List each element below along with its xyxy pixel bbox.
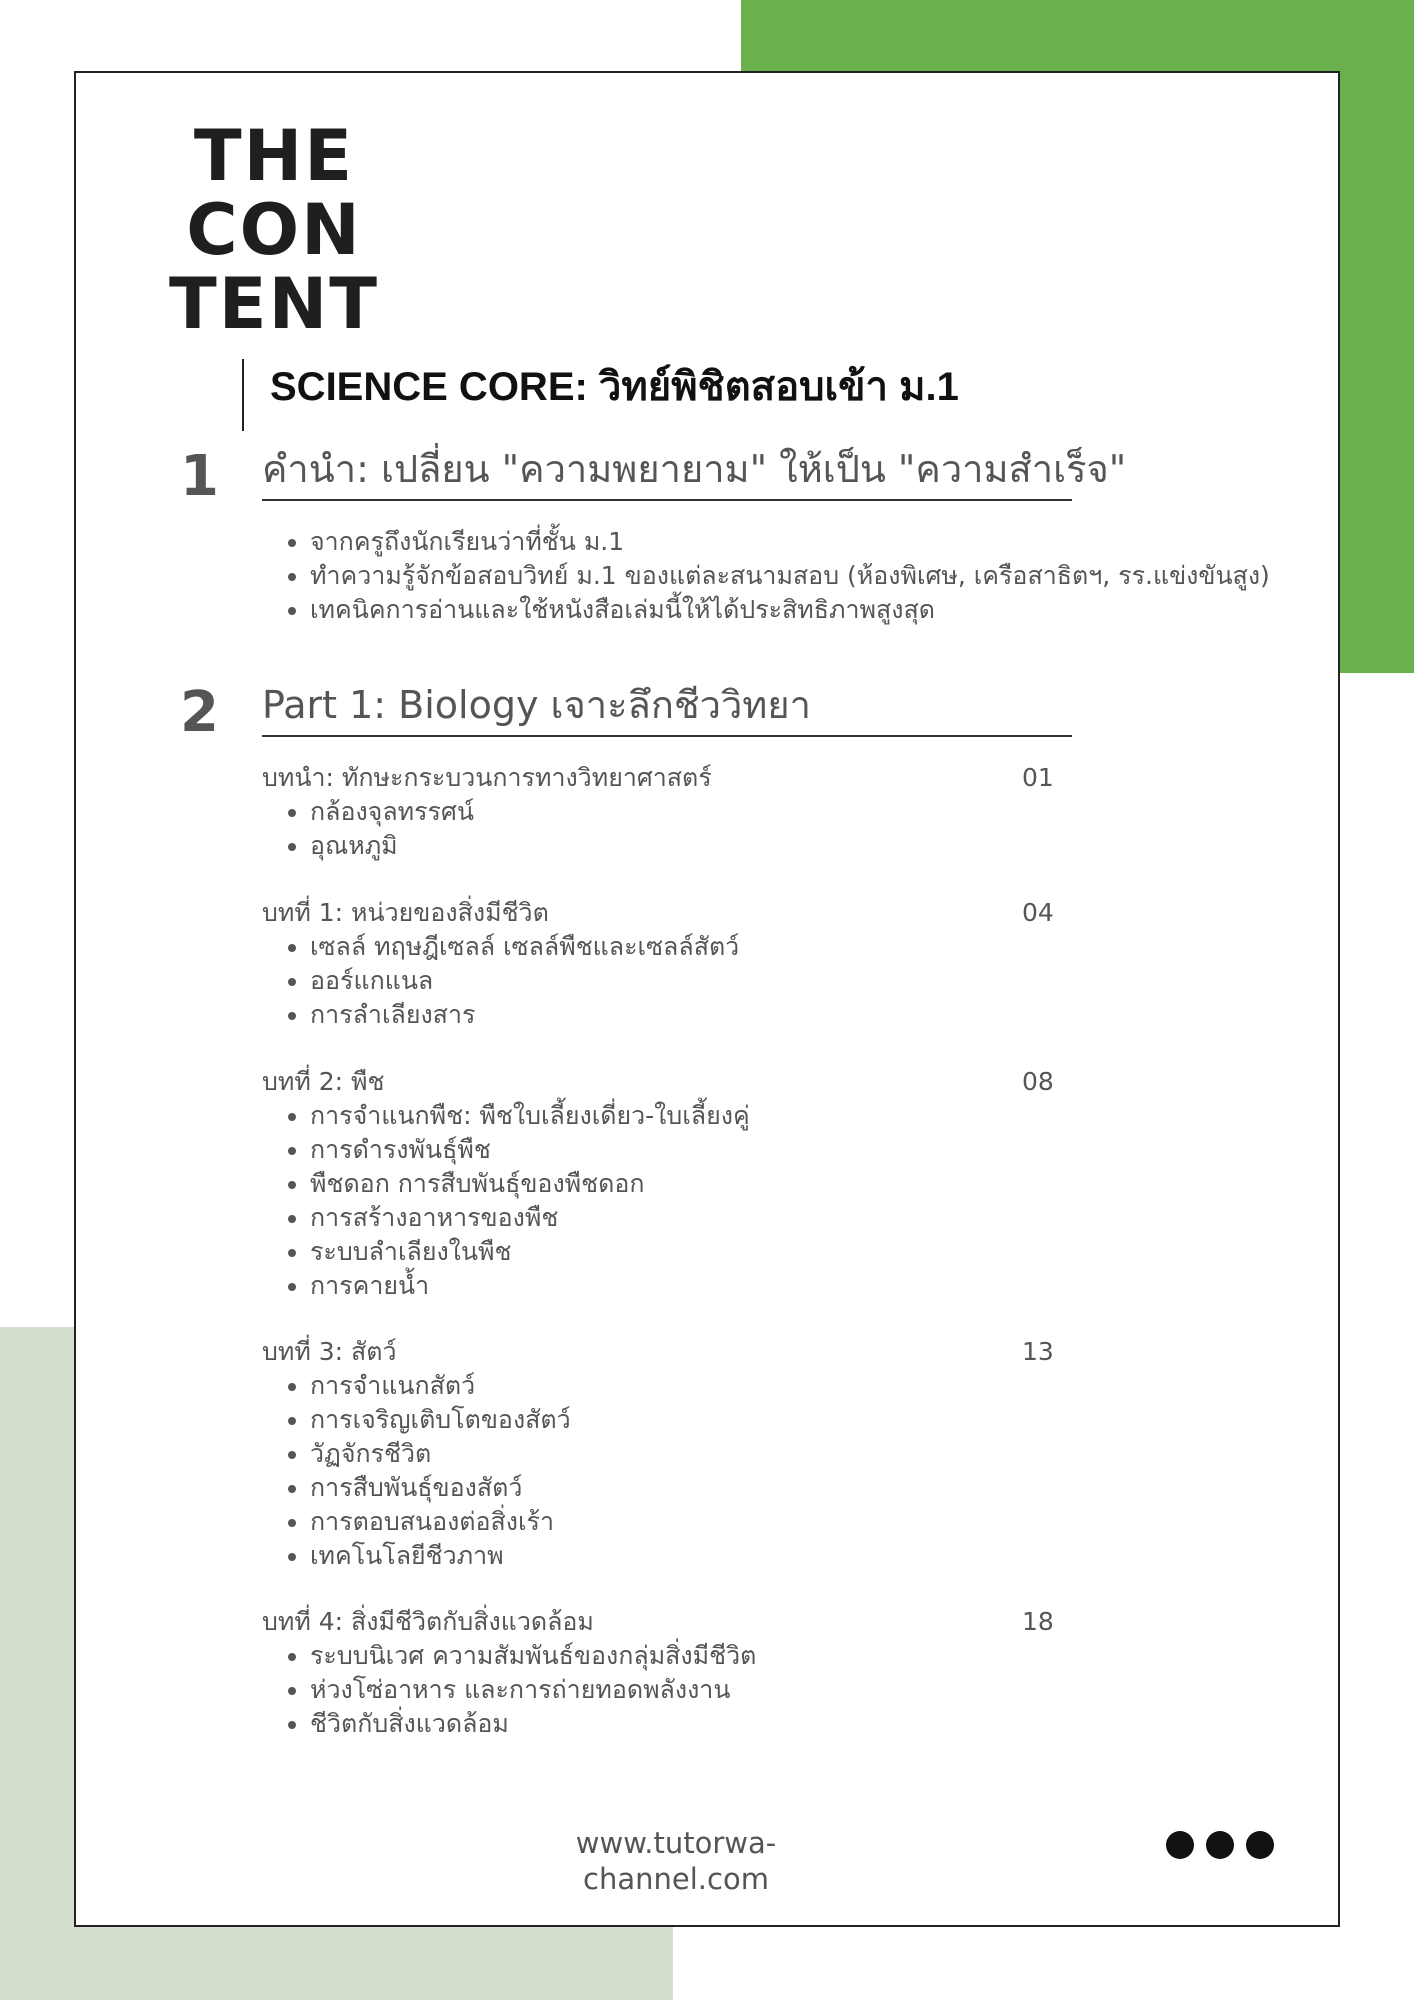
chapter-page-number: 04 bbox=[1022, 898, 1054, 927]
list-item: • วัฏจักรชีวิต bbox=[310, 1437, 1062, 1471]
content-frame bbox=[74, 71, 1340, 1927]
list-item: • การคายน้ำ bbox=[310, 1269, 1062, 1303]
list-item: • ทำความรู้จักข้อสอบวิทย์ ม.1 ของแต่ละสนามสอบ (ห้องพิเศษ, เครือสาธิตฯ, รร.แข่งขันสูง) bbox=[310, 559, 1270, 593]
chapter-page-number: 13 bbox=[1022, 1337, 1054, 1366]
chapter-title: บทที่ 3: สัตว์ bbox=[262, 1337, 397, 1366]
list-item: • ชีวิตกับสิ่งแวดล้อม bbox=[310, 1707, 1062, 1741]
chapter-entry bbox=[262, 1605, 1062, 1741]
page-title-line: THE bbox=[193, 115, 355, 197]
section-heading: Part 1: Biology เจาะลึกชีววิทยา bbox=[262, 681, 1072, 737]
list-item: • ออร์แกแนล bbox=[310, 964, 1062, 998]
page-title bbox=[144, 115, 404, 345]
page-title-line: TENT bbox=[169, 263, 379, 345]
chapter-title: บทที่ 1: หน่วยของสิ่งมีชีวิต bbox=[262, 898, 549, 927]
chapter-entry bbox=[262, 1335, 1062, 1573]
chapter-page-number: 01 bbox=[1022, 763, 1054, 792]
website-link[interactable]: www.tutorwa-channel.com bbox=[575, 1826, 777, 1896]
chapter-title: บทที่ 2: พืช bbox=[262, 1067, 385, 1096]
list-item: • กล้องจุลทรรศน์ bbox=[310, 795, 1062, 829]
chapter-title: บทที่ 4: สิ่งมีชีวิตกับสิ่งแวดล้อม bbox=[262, 1607, 594, 1636]
list-item: • เซลล์ ทฤษฎีเซลล์ เซลล์พืชและเซลล์สัตว์ bbox=[310, 930, 1062, 964]
section-bullet-list bbox=[262, 525, 1270, 627]
list-item: • การจำแนกสัตว์ bbox=[310, 1369, 1062, 1403]
book-subtitle: SCIENCE CORE: วิทย์พิชิตสอบเข้า ม.1 bbox=[270, 365, 959, 409]
list-item: • พืชดอก การสืบพันธุ์ของพืชดอก bbox=[310, 1167, 1062, 1201]
chapter-entry bbox=[262, 1065, 1062, 1303]
section-heading: คำนำ: เปลี่ยน "ความพยายาม" ให้เป็น "ความสำเร็จ" bbox=[262, 445, 1072, 501]
list-item: • การสร้างอาหารของพืช bbox=[310, 1201, 1062, 1235]
list-item: • การเจริญเติบโตของสัตว์ bbox=[310, 1403, 1062, 1437]
list-item: • การสืบพันธุ์ของสัตว์ bbox=[310, 1471, 1062, 1505]
chapter-entry bbox=[262, 896, 1062, 1032]
chapter-page-number: 18 bbox=[1022, 1607, 1054, 1636]
section-number: 2 bbox=[180, 680, 219, 745]
dot-shape bbox=[1206, 1831, 1234, 1859]
list-item: • จากครูถึงนักเรียนว่าที่ชั้น ม.1 bbox=[310, 525, 1270, 559]
list-item: • เทคโนโลยีชีวภาพ bbox=[310, 1539, 1062, 1573]
list-item: • ห่วงโซ่อาหาร และการถ่ายทอดพลังงาน bbox=[310, 1673, 1062, 1707]
list-item: • เทคนิคการอ่านและใช้หนังสือเล่มนี้ให้ได้ประสิทธิภาพสูงสุด bbox=[310, 593, 1270, 627]
list-item: • อุณหภูมิ bbox=[310, 829, 1062, 863]
page-title-line: CON bbox=[186, 189, 362, 271]
list-item: • การดำรงพันธุ์พืช bbox=[310, 1133, 1062, 1167]
chapter-page-number: 08 bbox=[1022, 1067, 1054, 1096]
list-item: • การลำเลียงสาร bbox=[310, 998, 1062, 1032]
list-item: • การตอบสนองต่อสิ่งเร้า bbox=[310, 1505, 1062, 1539]
list-item: • ระบบนิเวศ ความสัมพันธ์ของกลุ่มสิ่งมีชีวิต bbox=[310, 1639, 1062, 1673]
list-item: • การจำแนกพืช: พืชใบเลี้ยงเดี่ยว-ใบเลี้ยงคู่ bbox=[310, 1099, 1062, 1133]
chapter-title: บทนำ: ทักษะกระบวนการทางวิทยาศาสตร์ bbox=[262, 763, 712, 792]
dot-shape bbox=[1246, 1831, 1274, 1859]
dot-shape bbox=[1166, 1831, 1194, 1859]
list-item: • ระบบลำเลียงในพืช bbox=[310, 1235, 1062, 1269]
three-dots-icon bbox=[1166, 1831, 1274, 1859]
chapter-entry bbox=[262, 761, 1062, 863]
section-number: 1 bbox=[180, 444, 219, 509]
subtitle-divider bbox=[242, 359, 244, 431]
